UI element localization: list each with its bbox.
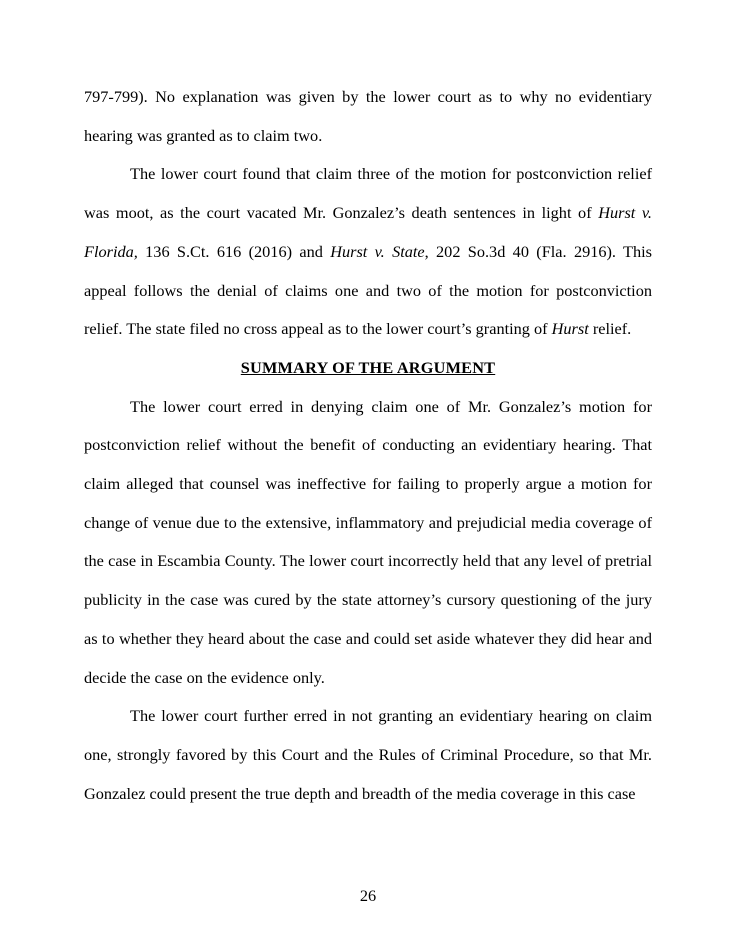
- case-citation-italic: Hurst: [551, 319, 589, 339]
- text-run: relief.: [588, 319, 632, 339]
- paragraph: [84, 155, 652, 349]
- case-citation-italic: Hurst v. State: [330, 241, 425, 261]
- document-body: [84, 78, 652, 813]
- page-number: 26: [359, 886, 377, 905]
- text-run: 136 S.Ct. 616 (2016) and: [137, 241, 331, 261]
- text-run: The lower court erred in denying claim one of Mr. Gonzalez’s motion for postconviction relief without the benefit of conducting an evidentiary hearing. That claim alleged that counsel was ineffective for failing to properly argue a motion for change of venue due to the extensive, inflammatory and prejudicial media coverage of the case in Escambia County. The lower court incorrectly held that any level of pretrial publicity in the case was cured by the state attorney’s cursory questioning of the jury as to whether they heard about the case and could set aside whatever they did hear and decide the case on the evidence only.: [84, 396, 652, 687]
- text-run: , 202 So.3d 40 (Fla. 2916). This appeal follows the denial of claims one and two of the motion for postconviction relief. The state filed no cross appeal as to the lower court’s granting of: [84, 241, 652, 339]
- case-citation-italic: Hurst v. Florida,: [84, 203, 652, 261]
- paragraph: [84, 78, 652, 155]
- section-heading: SUMMARY OF THE ARGUMENT: [240, 357, 496, 377]
- text-run: The lower court found that claim three of the motion for postconviction relief was moot, as the court vacated Mr. Gonzalez’s death sentences in light of: [84, 164, 652, 223]
- text-run: The lower court further erred in not granting an evidentiary hearing on claim one, strongly favored by this Court and the Rules of Criminal Procedure, so that Mr. Gonzalez could present the true depth and breadth of the media coverage in this case: [84, 706, 652, 803]
- paragraph: [84, 388, 652, 698]
- paragraph: [84, 697, 652, 813]
- text-run: 797-799). No explanation was given by the lower court as to why no evidentiary hearing was granted as to claim two.: [84, 87, 652, 145]
